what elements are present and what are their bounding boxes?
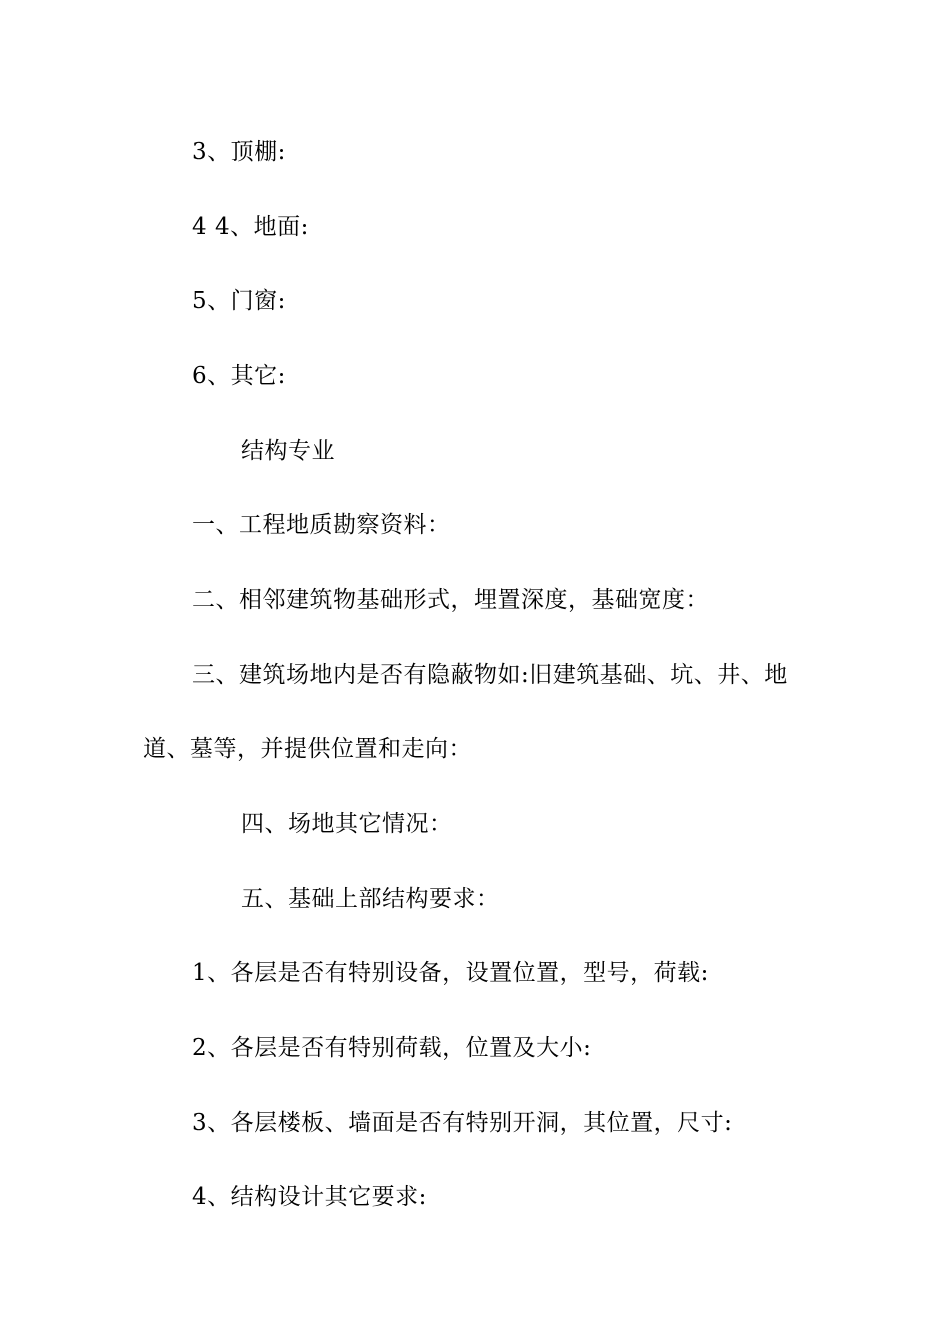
item-other: 6、其它: (192, 363, 286, 389)
item-superstructure-requirements: 五、基础上部结构要求： (241, 886, 500, 912)
section-heading-structure: 结构专业 (241, 438, 335, 464)
item-special-openings: 3、各层楼板、墙面是否有特别开洞，其位置，尺寸: (192, 1110, 733, 1136)
item-doors-windows: 5、门窗: (192, 288, 286, 314)
item-ceiling: 3、顶棚: (192, 139, 286, 165)
item-special-equipment: 1、各层是否有特别设备，设置位置，型号，荷载: (192, 960, 709, 986)
item-site-other: 四、场地其它情况： (241, 811, 453, 837)
item-geological-survey: 一、工程地质勘察资料： (192, 512, 451, 538)
item-hidden-objects-continued: 道、墓等，并提供位置和走向： (143, 736, 472, 762)
item-special-loads: 2、各层是否有特别荷载，位置及大小: (192, 1035, 592, 1061)
item-adjacent-foundations: 二、相邻建筑物基础形式，埋置深度，基础宽度： (192, 587, 709, 613)
item-structure-other: 4、结构设计其它要求: (192, 1184, 427, 1210)
item-floor: 4 4、地面: (192, 214, 309, 240)
item-hidden-objects: 三、建筑场地内是否有隐蔽物如:旧建筑基础、坑、井、地 (192, 662, 788, 688)
